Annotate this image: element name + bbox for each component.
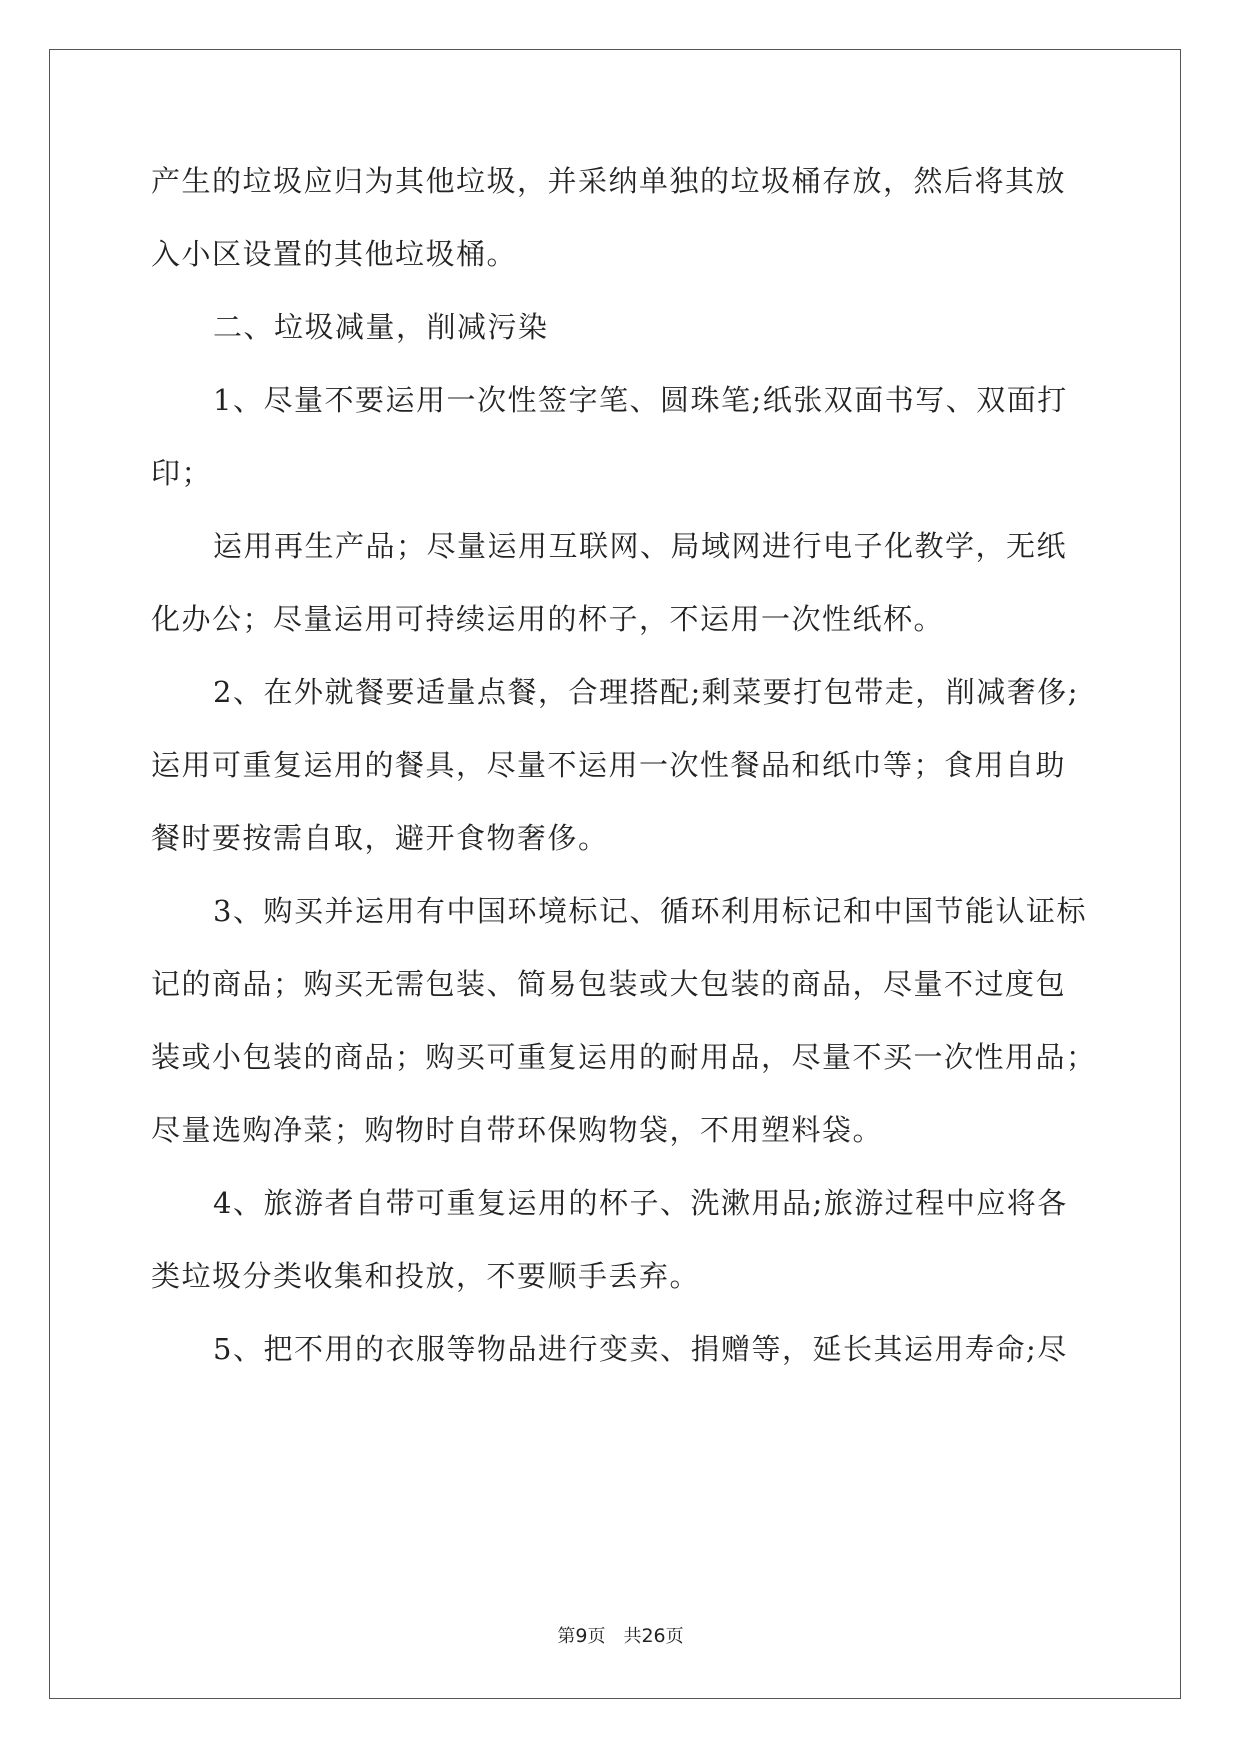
page-footer [0, 1624, 1241, 1649]
page-suffix: 页 [587, 1626, 606, 1647]
text-line: 5、把不用的衣服等物品进行变卖、捐赠等，延长其运用寿命;尽 [213, 1332, 1068, 1366]
total-suffix: 页 [665, 1626, 684, 1647]
text-line: 运用可重复运用的餐具，尽量不运用一次性餐品和纸巾等；食用自助 [151, 748, 1067, 782]
page-prefix: 第 [557, 1626, 576, 1647]
text-line: 运用再生产品；尽量运用互联网、局域网进行电子化教学，无纸 [213, 529, 1068, 563]
text-line: 装或小包装的商品；购买可重复运用的耐用品，尽量不买一次性用品； [151, 1040, 1097, 1074]
section-heading: 二、垃圾减量，削减污染 [213, 310, 549, 344]
text-line: 化办公；尽量运用可持续运用的杯子，不运用一次性纸杯。 [151, 602, 945, 636]
page-number: 9 [575, 1625, 588, 1647]
page-border [49, 49, 1181, 1699]
text-line: 产生的垃圾应归为其他垃圾，并采纳单独的垃圾桶存放，然后将其放 [151, 164, 1067, 198]
text-line: 记的商品；购买无需包装、简易包装或大包装的商品，尽量不过度包 [151, 967, 1067, 1001]
text-line: 类垃圾分类收集和投放，不要顺手丢弃。 [151, 1259, 701, 1293]
text-line: 尽量选购净菜；购物时自带环保购物袋，不用塑料袋。 [151, 1113, 884, 1147]
text-line: 入小区设置的其他垃圾桶。 [151, 237, 518, 271]
text-line: 印； [151, 456, 213, 490]
total-prefix: 共 [623, 1626, 642, 1647]
text-line: 2、在外就餐要适量点餐，合理搭配;剩菜要打包带走，削减奢侈; [213, 675, 1079, 709]
text-line: 1、尽量不要运用一次性签字笔、圆珠笔;纸张双面书写、双面打 [213, 383, 1068, 417]
total-pages: 26 [641, 1625, 666, 1647]
text-line: 餐时要按需自取，避开食物奢侈。 [151, 821, 609, 855]
text-line: 4、旅游者自带可重复运用的杯子、洗漱用品;旅游过程中应将各 [213, 1186, 1068, 1220]
text-line: 3、购买并运用有中国环境标记、循环利用标记和中国节能认证标 [213, 894, 1087, 928]
